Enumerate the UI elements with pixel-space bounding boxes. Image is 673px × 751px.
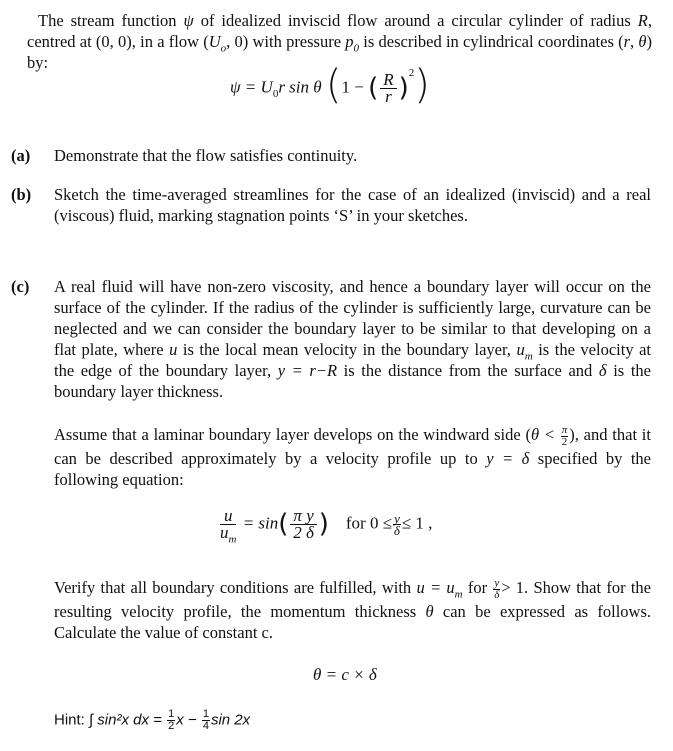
velocity-profile-equation: $\frac{u}{u_m}$ = sin( $\frac{\text{π y}}{2 \delta}$ ) for 0 ≤ $\frac{y}{\delta}$ ≤ 1 , — [220, 506, 433, 546]
question-a-text: Demonstrate that the flow satisfies continuity. — [54, 146, 358, 165]
hint-line: Hint: ∫ sin²x dx = $\frac{1}{2}$ x − $\frac{1}{4}$ sin 2x — [54, 708, 251, 732]
verify-paragraph: Verify that all boundary conditions are fulfilled, with $u = u_m$ for $\frac{y}{\delta}$ > 1. Show that for the resulting velocity profile, the momentum thickness θ can be expressed as follows. Calculate the value of constant c. — [54, 576, 651, 642]
momentum-thickness-equation: θ = c × δ — [313, 665, 377, 684]
intro-paragraph: The stream function ψ of idealized inviscid flow around a circular cylinder of radius R, centred at (0, 0), in a flow ($U_o$, 0) with pressure $p_0$ is described in cylindrical coordinates (r, θ) by: — [27, 11, 652, 72]
question-b-text: Sketch the time-averaged streamlines for the case of an idealized (inviscid) and a real (viscous) fluid, marking stagnation points ‘S’ in your sketches. — [54, 185, 651, 225]
assumption-paragraph: Assume that a laminar boundary layer develops on the windward side (θ < $\frac{\pi}{2}$ ), and that it can be described approximately by a velocity profile up to y = δ specified by the following equation: — [54, 423, 651, 489]
question-a-label: (a) — [11, 146, 31, 165]
question-c-label: (c) — [11, 277, 30, 296]
question-c-text: A real fluid will have non-zero viscosity, and hence a boundary layer will occur on the surface of the cylinder. If the radius of the cylinder is sufficiently large, curvature can be neglected and we can consider the boundary layer to be similar to that developing on a flat plate, where u is the local mean velocity in the boundary layer, $u_m$ is the velocity at the edge of the boundary layer, y = r−R is the distance from the surface and δ is the boundary layer thickness. — [54, 277, 651, 401]
question-b-label: (b) — [11, 185, 32, 204]
stream-function-equation: $\psi = U_0r$ sin θ (1 − ( $\frac{R}{r}$ )$^2$) — [230, 62, 430, 108]
